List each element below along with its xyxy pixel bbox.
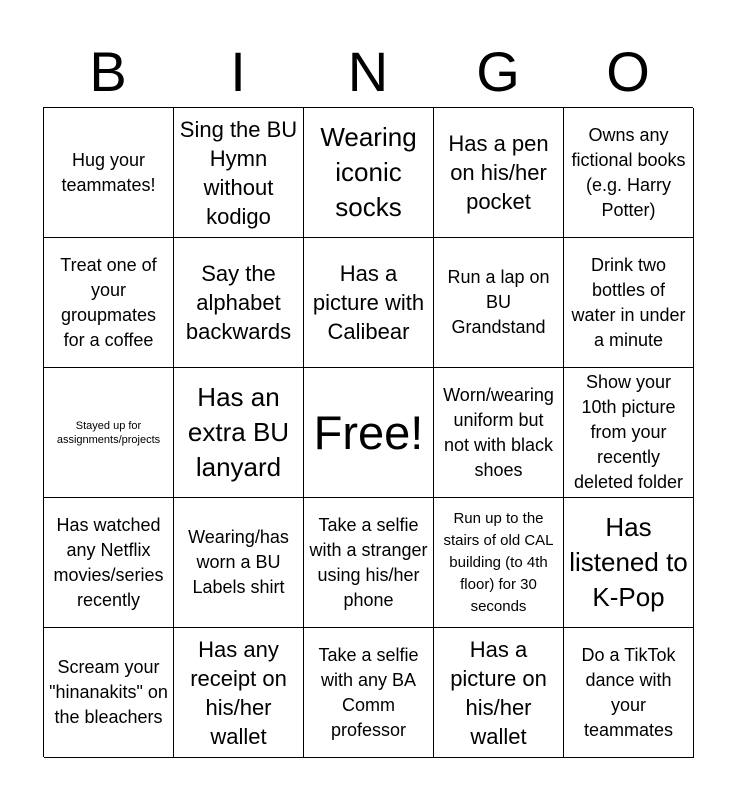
bingo-cell-label: Wearing iconic socks: [320, 122, 417, 222]
bingo-cell-n1[interactable]: [304, 108, 434, 238]
header-letter-n: N: [347, 40, 389, 103]
bingo-cell-g1[interactable]: [434, 108, 564, 238]
bingo-cell-label: Run a lap on BU Grandstand: [447, 267, 550, 337]
bingo-cell-label: Has any receipt on his/her wallet: [190, 636, 287, 749]
bingo-cell-g5[interactable]: [434, 628, 564, 758]
header-letter-o: O: [606, 40, 650, 103]
bingo-cell-g4[interactable]: [434, 498, 564, 628]
bingo-cell-label: Wearing/has worn a BU Labels shirt: [188, 527, 289, 597]
bingo-cell-n2[interactable]: [304, 238, 434, 368]
bingo-cell-label: Say the alphabet backwards: [185, 261, 292, 344]
bingo-cell-o4[interactable]: [564, 498, 694, 628]
bingo-cell-i5[interactable]: [174, 628, 304, 758]
bingo-cell-label: Has a pen on his/her pocket: [448, 131, 549, 214]
free-space-cell[interactable]: [304, 368, 434, 498]
bingo-cell-label: Has a picture with Calibear: [312, 261, 425, 344]
bingo-cell-i3[interactable]: [174, 368, 304, 498]
bingo-cell-b2[interactable]: [44, 238, 174, 368]
bingo-cell-o3[interactable]: [564, 368, 694, 498]
bingo-cell-o2[interactable]: [564, 238, 694, 368]
bingo-cell-n4[interactable]: [304, 498, 434, 628]
bingo-cell-label: Sing the BU Hymn without kodigo: [179, 116, 298, 229]
bingo-cell-label: Hug your teammates!: [61, 149, 156, 195]
bingo-cell-label: Owns any fictional books (e.g. Harry Potter): [571, 124, 686, 220]
bingo-cell-label: Show your 10th picture from your recently deleted folder: [573, 372, 684, 492]
bingo-cell-b4[interactable]: [44, 498, 174, 628]
bingo-cell-label: Has a picture on his/her wallet: [450, 636, 547, 749]
bingo-header: [43, 38, 693, 106]
bingo-board: [43, 107, 693, 757]
header-letter-i: I: [230, 40, 246, 103]
bingo-cell-g3[interactable]: [434, 368, 564, 498]
bingo-cell-label: Do a TikTok dance with your teammates: [581, 644, 676, 740]
bingo-cell-n5[interactable]: [304, 628, 434, 758]
bingo-cell-label: Worn/wearing uniform but not with black shoes: [443, 384, 554, 480]
bingo-cell-g2[interactable]: [434, 238, 564, 368]
header-letter-g: G: [476, 40, 520, 103]
free-space-label: Free!: [313, 405, 424, 459]
bingo-cell-label: Stayed up for assignments/projects: [56, 419, 161, 446]
bingo-cell-b3[interactable]: [44, 368, 174, 498]
bingo-cell-o5[interactable]: [564, 628, 694, 758]
bingo-cell-label: Has watched any Netflix movies/series recently: [53, 514, 164, 610]
bingo-cell-o1[interactable]: [564, 108, 694, 238]
bingo-cell-label: Has listened to K-Pop: [569, 512, 688, 612]
bingo-cell-i4[interactable]: [174, 498, 304, 628]
bingo-cell-i1[interactable]: [174, 108, 304, 238]
bingo-cell-label: Has an extra BU lanyard: [187, 382, 290, 482]
bingo-cell-i2[interactable]: [174, 238, 304, 368]
bingo-cell-label: Take a selfie with any BA Comm professor: [318, 644, 419, 740]
bingo-cell-label: Run up to the stairs of old CAL building (to 4th floor) for 30 seconds: [443, 509, 554, 615]
bingo-cell-label: Scream your "hinanakits" on the bleachers: [49, 657, 168, 727]
bingo-cell-label: Treat one of your groupmates for a coffee: [60, 254, 157, 350]
bingo-cell-b5[interactable]: [44, 628, 174, 758]
header-letter-b: B: [89, 40, 127, 103]
bingo-cell-b1[interactable]: [44, 108, 174, 238]
bingo-cell-label: Drink two bottles of water in under a minute: [571, 254, 686, 350]
bingo-cell-label: Take a selfie with a stranger using his/her phone: [309, 514, 428, 610]
